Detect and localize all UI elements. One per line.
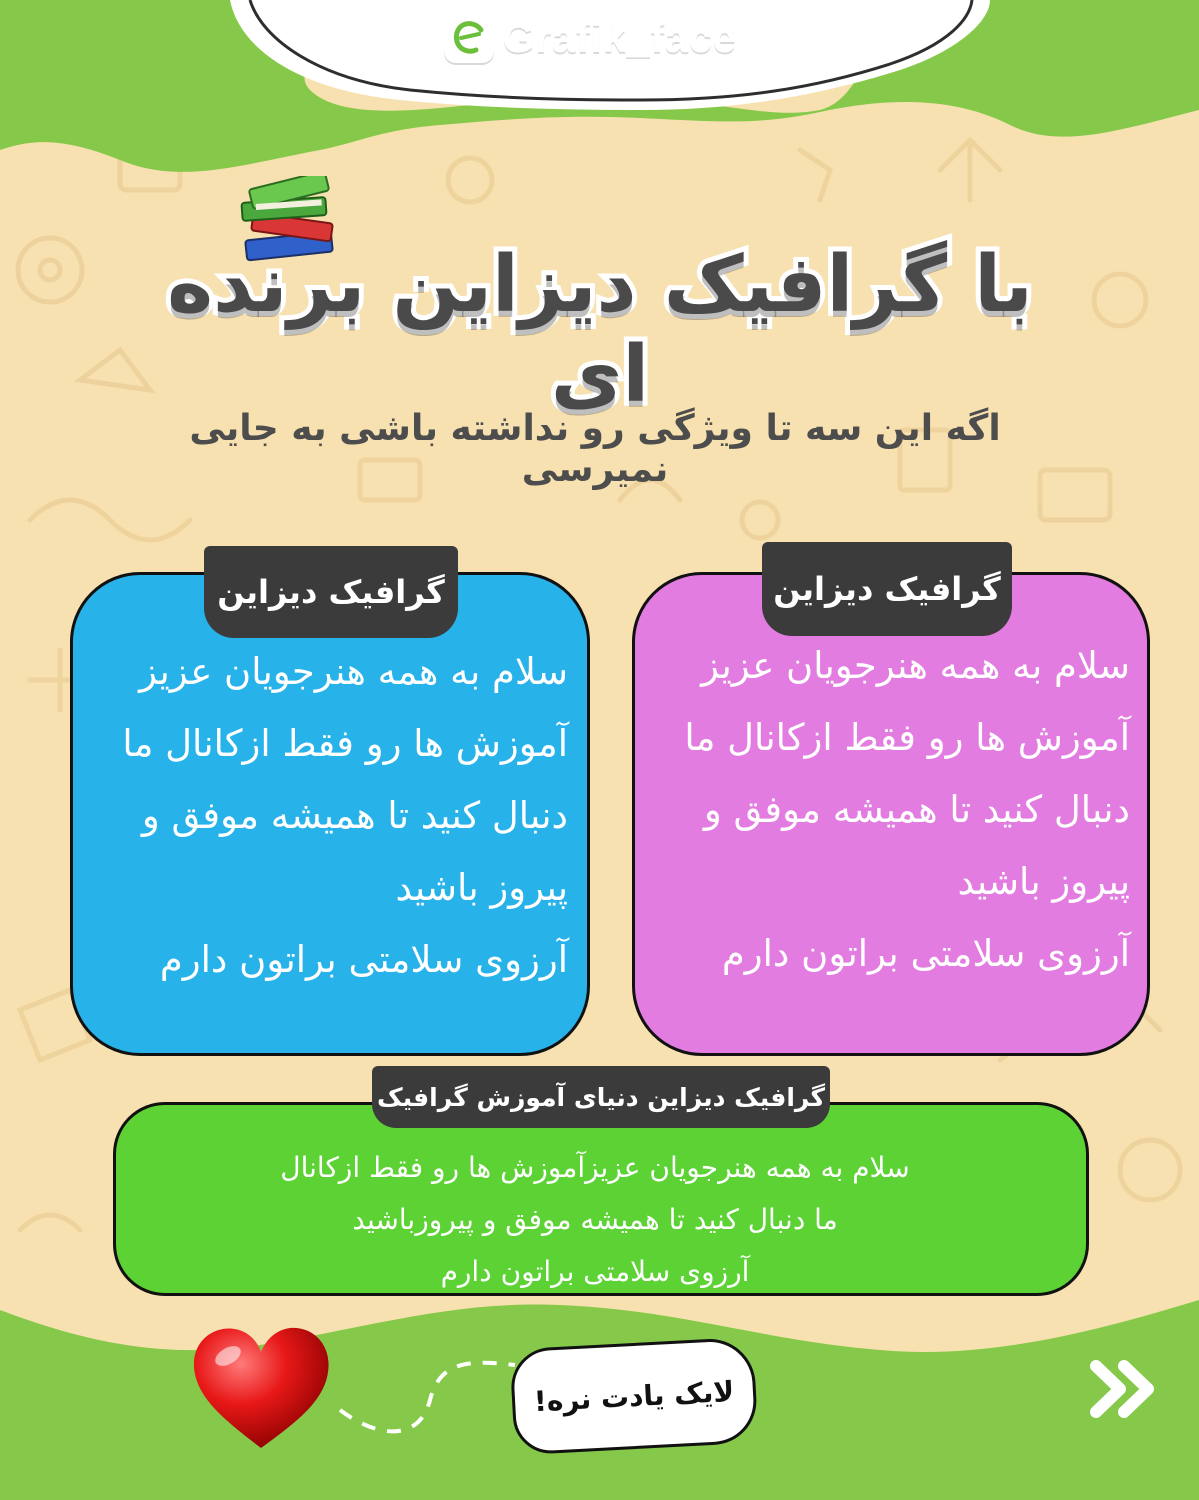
card-line: سلام به همه هنرجویان عزیزآموزش ها رو فقط ازکانال: [280, 1151, 910, 1184]
card-line: آموزش ها رو فقط ازکانال ما: [122, 722, 568, 765]
card-line: آرزوی سلامتی براتون دارم: [721, 932, 1130, 975]
like-reminder: [509, 1337, 758, 1456]
card-title-blue: گرافیک دیزاین: [204, 546, 458, 638]
card-line: سلام به همه هنرجویان عزیز: [139, 650, 568, 693]
card-line: پیروز باشید: [957, 860, 1130, 903]
card-line: دنبال کنید تا همیشه موفق و: [141, 794, 568, 837]
logo-icon: [444, 13, 494, 63]
card-line: آرزوی سلامتی براتون دارم: [159, 938, 568, 981]
brand-logo: [444, 10, 744, 66]
headline: با گرافیک دیزاین برنده ای: [167, 240, 1033, 420]
card-body-blue: [82, 636, 568, 996]
card-title-pink: گرافیک دیزاین: [762, 542, 1012, 636]
heart-icon[interactable]: [186, 1316, 336, 1456]
logo-text: Grafik_face: [502, 14, 737, 61]
card-line: ما دنبال کنید تا همیشه موفق و پیروزباشید: [352, 1203, 838, 1236]
card-line: پیروز باشید: [395, 866, 568, 909]
subtitle: اگه این سه تا ویژگی رو نداشته باشی به جایی نمیرسی: [189, 408, 1001, 490]
double-chevron-right-icon[interactable]: [1088, 1358, 1158, 1420]
like-reminder-text: لایک یادت نره!: [533, 1374, 735, 1418]
card-title-green: گرافیک دیزاین دنیای آموزش گرافیک: [372, 1066, 830, 1128]
card-body-pink: [640, 630, 1130, 990]
card-line: آموزش ها رو فقط ازکانال ما: [684, 716, 1130, 759]
card-line: سلام به همه هنرجویان عزیز: [701, 644, 1130, 687]
card-body-green: [140, 1142, 1050, 1298]
card-line: آرزوی سلامتی براتون دارم: [440, 1255, 750, 1288]
card-line: دنبال کنید تا همیشه موفق و: [703, 788, 1130, 831]
